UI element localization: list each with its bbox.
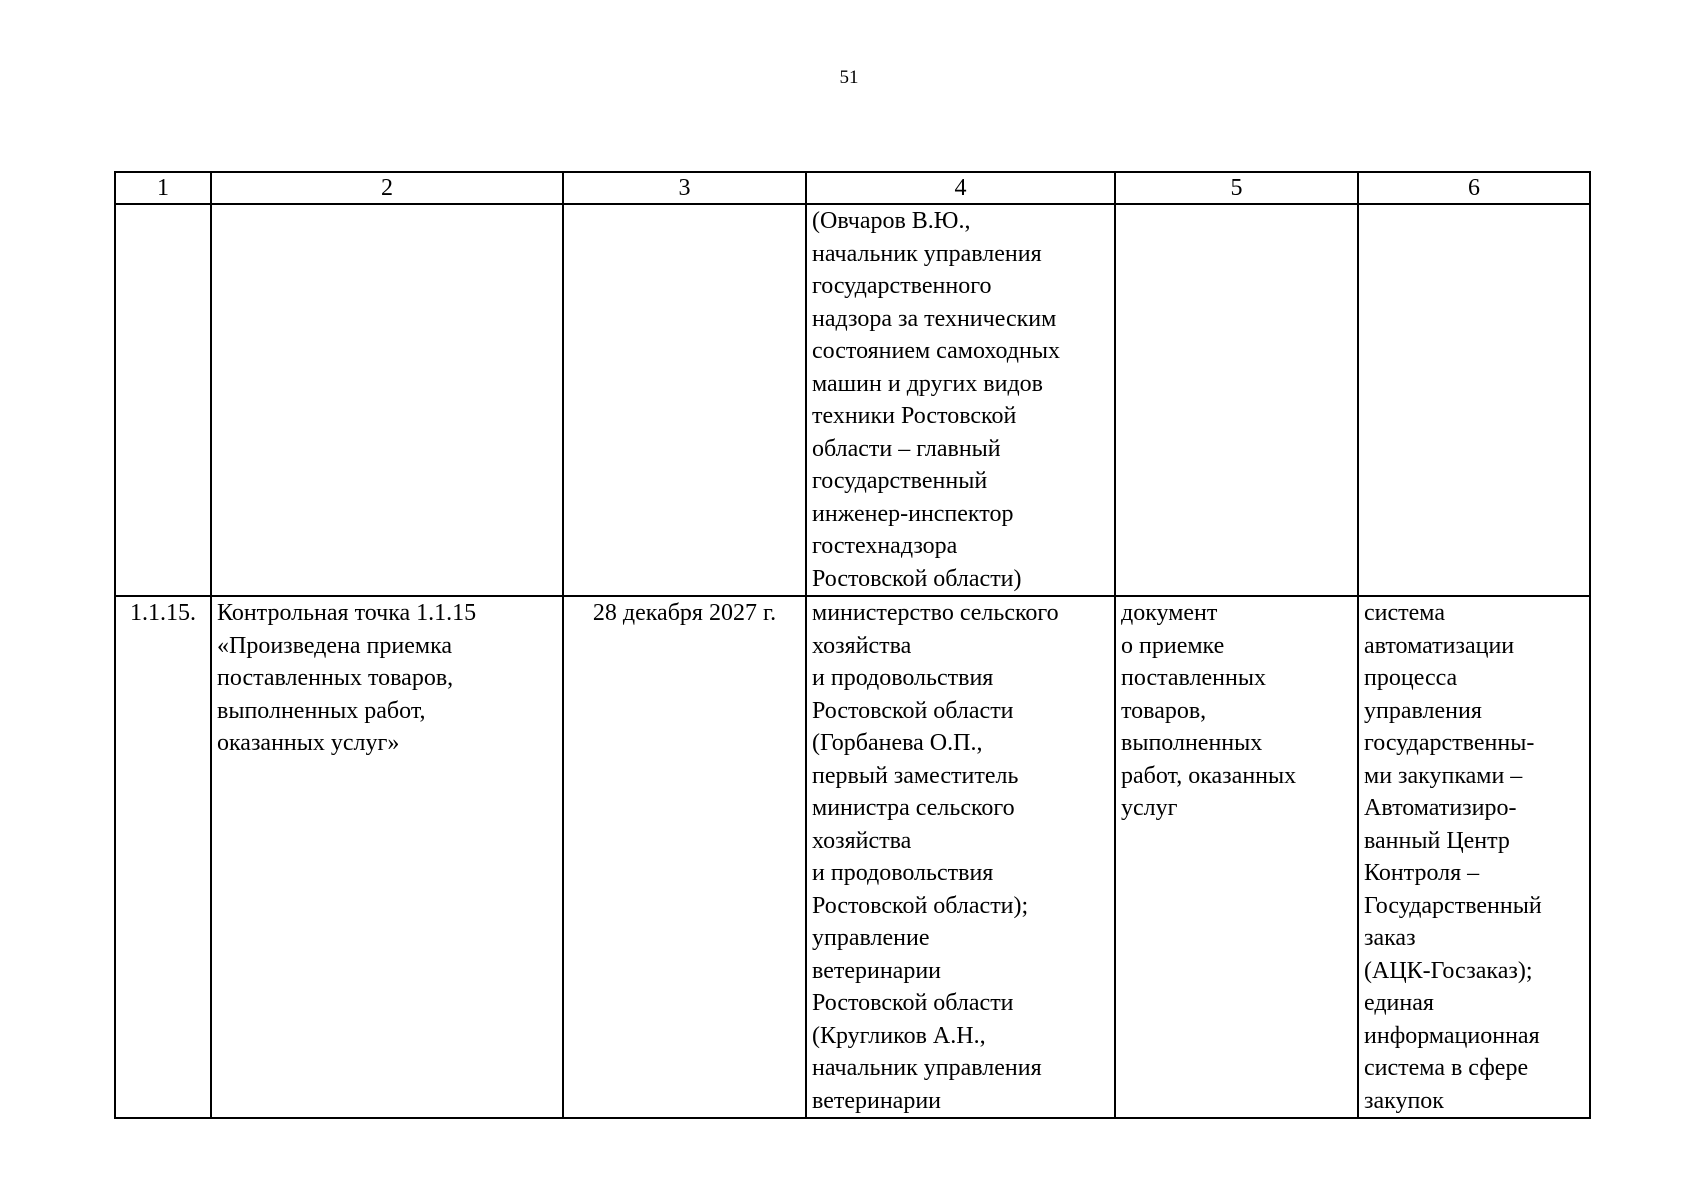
cell-line: товаров, <box>1121 697 1207 724</box>
cell-line: начальник управления <box>812 240 1042 267</box>
table-row <box>115 596 1590 1118</box>
cell-line: первый заместитель <box>812 762 1019 789</box>
cell-line: государственны- <box>1364 730 1535 756</box>
cell-system <box>1358 204 1590 596</box>
cell-line: поставленных <box>1121 665 1266 691</box>
cell-number <box>115 204 211 596</box>
cell-date: 28 декабря 2027 г. <box>563 596 806 1118</box>
cell-system <box>1358 596 1590 1118</box>
cell-line: Государственный <box>1364 892 1542 919</box>
header-col-4: 4 <box>806 172 1115 204</box>
cell-line: система в сфере <box>1364 1055 1529 1081</box>
cell-line: «Произведена приемка <box>217 632 453 659</box>
cell-line: ветеринарии <box>812 1087 942 1114</box>
cell-line: Ростовской области); <box>812 892 1029 919</box>
cell-line: (АЦК-Госзаказ); <box>1364 957 1533 984</box>
cell-line: услуг <box>1121 795 1178 821</box>
cell-line: автоматизации <box>1364 632 1515 659</box>
cell-line: состоянием самоходных <box>812 338 1060 364</box>
cell-line: выполненных работ, <box>217 697 426 724</box>
cell-name <box>211 596 563 1118</box>
cell-responsible <box>806 204 1115 596</box>
cell-line: о приемке <box>1121 632 1225 659</box>
cell-line: области – главный <box>812 435 1001 462</box>
cell-line: документ <box>1121 600 1218 626</box>
control-points-table <box>114 171 1591 1119</box>
cell-line: единая <box>1364 990 1434 1016</box>
cell-number: 1.1.15. <box>115 596 211 1118</box>
cell-line: Автоматизиро- <box>1364 795 1517 821</box>
cell-line: выполненных <box>1121 730 1263 756</box>
cell-line: машин и других видов <box>812 370 1043 397</box>
page-number: 51 <box>839 67 859 88</box>
cell-line: Ростовской области <box>812 697 1014 724</box>
cell-line: работ, оказанных <box>1121 762 1297 789</box>
header-col-3: 3 <box>563 172 806 204</box>
cell-responsible <box>806 596 1115 1118</box>
cell-result <box>1115 204 1358 596</box>
cell-line: и продовольствия <box>812 860 994 886</box>
cell-line: система <box>1364 600 1445 626</box>
cell-line: надзора за техническим <box>812 305 1057 332</box>
cell-line: закупок <box>1364 1087 1444 1114</box>
cell-line: (Овчаров В.Ю., <box>812 208 971 234</box>
cell-line: техники Ростовской <box>812 403 1017 429</box>
cell-line: ми закупками – <box>1364 762 1523 789</box>
header-col-2: 2 <box>211 172 563 204</box>
cell-line: Ростовской области) <box>812 565 1022 592</box>
cell-line: государственного <box>812 273 992 299</box>
cell-line: ветеринарии <box>812 957 942 984</box>
cell-date <box>563 204 806 596</box>
cell-line: поставленных товаров, <box>217 665 454 691</box>
cell-result <box>1115 596 1358 1118</box>
cell-line: заказ <box>1364 925 1416 951</box>
cell-line: начальник управления <box>812 1055 1042 1081</box>
cell-line: инженер-инспектор <box>812 500 1014 527</box>
cell-line: Ростовской области <box>812 990 1014 1016</box>
cell-line: гостехнадзора <box>812 533 958 559</box>
header-col-5: 5 <box>1115 172 1358 204</box>
header-col-1: 1 <box>115 172 211 204</box>
cell-line: хозяйства <box>812 632 912 659</box>
cell-line: Контрольная точка 1.1.15 <box>217 600 477 626</box>
cell-line: министерство сельского <box>812 600 1059 626</box>
header-col-6: 6 <box>1358 172 1590 204</box>
cell-line: управление <box>812 925 930 951</box>
table-row <box>115 204 1590 596</box>
cell-name <box>211 204 563 596</box>
table-header-row <box>115 172 1590 204</box>
cell-line: министра сельского <box>812 795 1015 821</box>
cell-line: государственный <box>812 468 988 494</box>
cell-line: оказанных услуг» <box>217 730 400 756</box>
cell-line: Контроля – <box>1364 860 1480 886</box>
cell-line: (Горбанева О.П., <box>812 730 983 756</box>
cell-line: ванный Центр <box>1364 827 1510 854</box>
cell-line: процесса <box>1364 665 1458 691</box>
cell-line: (Кругликов А.Н., <box>812 1022 986 1049</box>
cell-line: информационная <box>1364 1022 1540 1049</box>
cell-line: хозяйства <box>812 827 912 854</box>
cell-line: управления <box>1364 697 1482 724</box>
cell-line: и продовольствия <box>812 665 994 691</box>
